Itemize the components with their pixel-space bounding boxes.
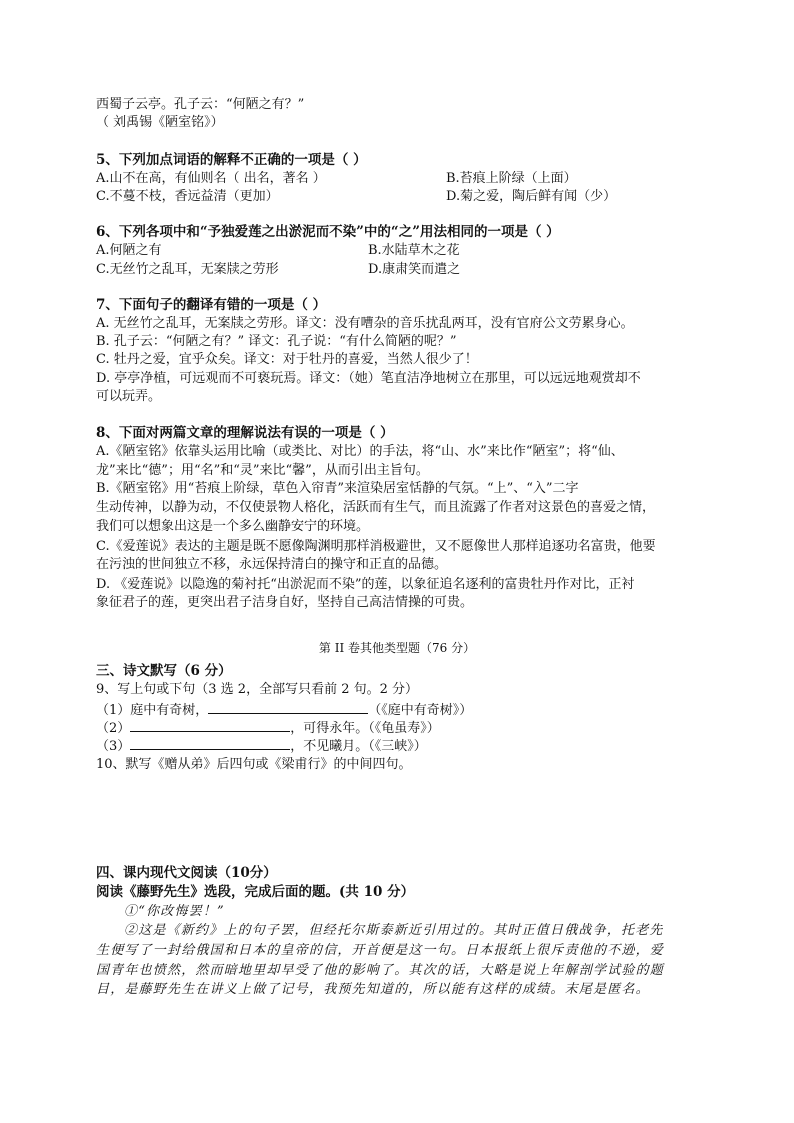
poem-closing-line: 西蜀子云亭。孔子云：“何陋之有？” [96,97,305,112]
recitation-1-source: （《庭中有奇树》） [368,703,473,718]
question-8-title: 8、下面对两篇文章的理解说法有误的一项是（ ） [96,425,394,441]
section-3-title: 三、诗文默写（6 分） [96,663,232,679]
reading-instruction: 阅读《藤野先生》选段，完成后面的题。(共 10 分） [96,884,415,900]
q6-option-b: B.水陆草木之花 [368,243,460,258]
recitation-3-prefix: （3） [96,739,131,754]
passage-paragraph-2-line4: 目，是藤野先生在讲义上做了记号，我预先知道的，所以能有这样的成绩。末尾是匿名。 [96,982,650,997]
answer-blank-2[interactable] [130,718,290,732]
q6-option-a: A.何陋之有 [96,243,162,258]
recitation-line-2 [96,718,440,736]
q5-option-c: C.不蔓不枝，香远益清（更加） [96,189,279,204]
q7-option-a: A. 无丝竹之乱耳，无案牍之劳形。译文：没有嘈杂的音乐扰乱两耳，没有官府公文劳累身心。 [96,316,634,331]
part-2-heading: 第 II 卷其他类型题（76 分） [318,641,476,655]
q7-option-c: C. 牡丹之爱，宜乎众矣。译文：对于牡丹的喜爱，当然人很少了！ [96,352,478,367]
q8-option-a-line1: A.《陋室铭》依靠头运用比喻（或类比、对比）的手法，将“山、水”来比作“陋室”；将“仙、 [96,444,624,459]
q7-option-b: B. 孔子云：“何陋之有？” 译文：孔子说：“有什么简陋的呢？” [96,334,457,349]
recitation-3-suffix: ，不见曦月。（《三峡》） [290,739,427,754]
q8-option-c-line1: C.《爱莲说》表达的主题是既不愿像陶渊明那样消极避世，又不愿像世人那样追逐功名富贵，他要 [96,539,656,554]
question-9-title: 9、写上句或下句（3 选 2，全部写只看前 2 句。2 分） [96,682,419,697]
poem-source: （ 刘禹锡《陋室铭》） [96,115,224,130]
q8-option-b-line3: 我们可以想象出这是一个多么幽静安宁的环境。 [96,519,370,534]
recitation-line-3 [96,736,427,754]
q8-option-a-line2: 龙”来比“德”；用“名”和“灵”来比“馨”，从而引出主旨句。 [96,463,429,478]
recitation-2-suffix: ，可得永年。（《龟虽寿》） [290,721,440,736]
q5-option-a: A.山不在高，有仙则名（ 出名，著名 ） [96,171,326,186]
q7-option-d-line2: 可以玩弄。 [96,389,162,404]
passage-paragraph-2-line1: ②这是《新约》上的句子罢，但经托尔斯泰新近引用过的。其时正值日俄战争，托老先 [124,923,664,938]
q8-option-d-line1: D. 《爱莲说》以隐逸的菊衬托“出淤泥而不染”的莲，以象征追名逐利的富贵牡丹作对比，正衬 [96,577,635,592]
question-5-title: 5、下列加点词语的解释不正确的一项是（ ） [96,152,367,168]
q7-option-d-line1: D. 亭亭净植，可远观而不可亵玩焉。译文：（她）笔直洁净地树立在那里，可以远远地观赏却不 [96,371,641,386]
answer-blank-3[interactable] [130,736,290,750]
passage-paragraph-1: ①“你改悔罢！” [124,904,225,919]
passage-paragraph-2-line2: 生便写了一封给俄国和日本的皇帝的信，开首便是这一句。日本报纸上很斥责他的不逊，爱 [96,943,665,958]
question-10-title: 10、默写《赠从弟》后四句或《梁甫行》的中间四句。 [96,757,412,772]
q5-option-b: B.苔痕上阶绿（上面） [446,171,577,186]
question-6-title: 6、下列各项中和“予独爱莲之出淤泥而不染”中的“之”用法相同的一项是（ ） [96,224,560,240]
q8-option-d-line2: 象征君子的莲，更突出君子洁身自好，坚持自己高洁情操的可贵。 [96,595,474,610]
q6-option-c: C.无丝竹之乱耳，无案牍之劳形 [96,262,279,277]
question-7-title: 7、下面句子的翻译有错的一项是（ ） [96,297,327,313]
recitation-2-prefix: （2） [96,721,131,736]
q8-option-b-line1: B.《陋室铭》用“苔痕上阶绿，草色入帘青”来渲染居室恬静的气氛。“上”、“入”二字 [96,481,579,496]
q8-option-b-line2: 生动传神，以静为动，不仅使景物人格化，活跃而有生气，而且流露了作者对这景色的喜爱之情， [96,500,656,515]
passage-paragraph-2-line3: 国青年也愤然，然而暗地里却早受了他的影响了。其次的话，大略是说上年解剖学试验的题 [96,963,665,978]
q5-option-d: D.菊之爱，陶后鲜有闻（少） [446,189,617,204]
q8-option-c-line2: 在污浊的世间独立不移，永远保持清白的操守和正直的品德。 [96,557,448,572]
q6-option-d: D.康肃笑而遣之 [368,262,461,277]
section-4-title: 四、课内现代文阅读（10分） [96,865,277,881]
recitation-line-1 [96,700,472,718]
answer-blank-1[interactable] [208,700,368,714]
recitation-1-prefix: （1）庭中有奇树， [96,703,209,718]
